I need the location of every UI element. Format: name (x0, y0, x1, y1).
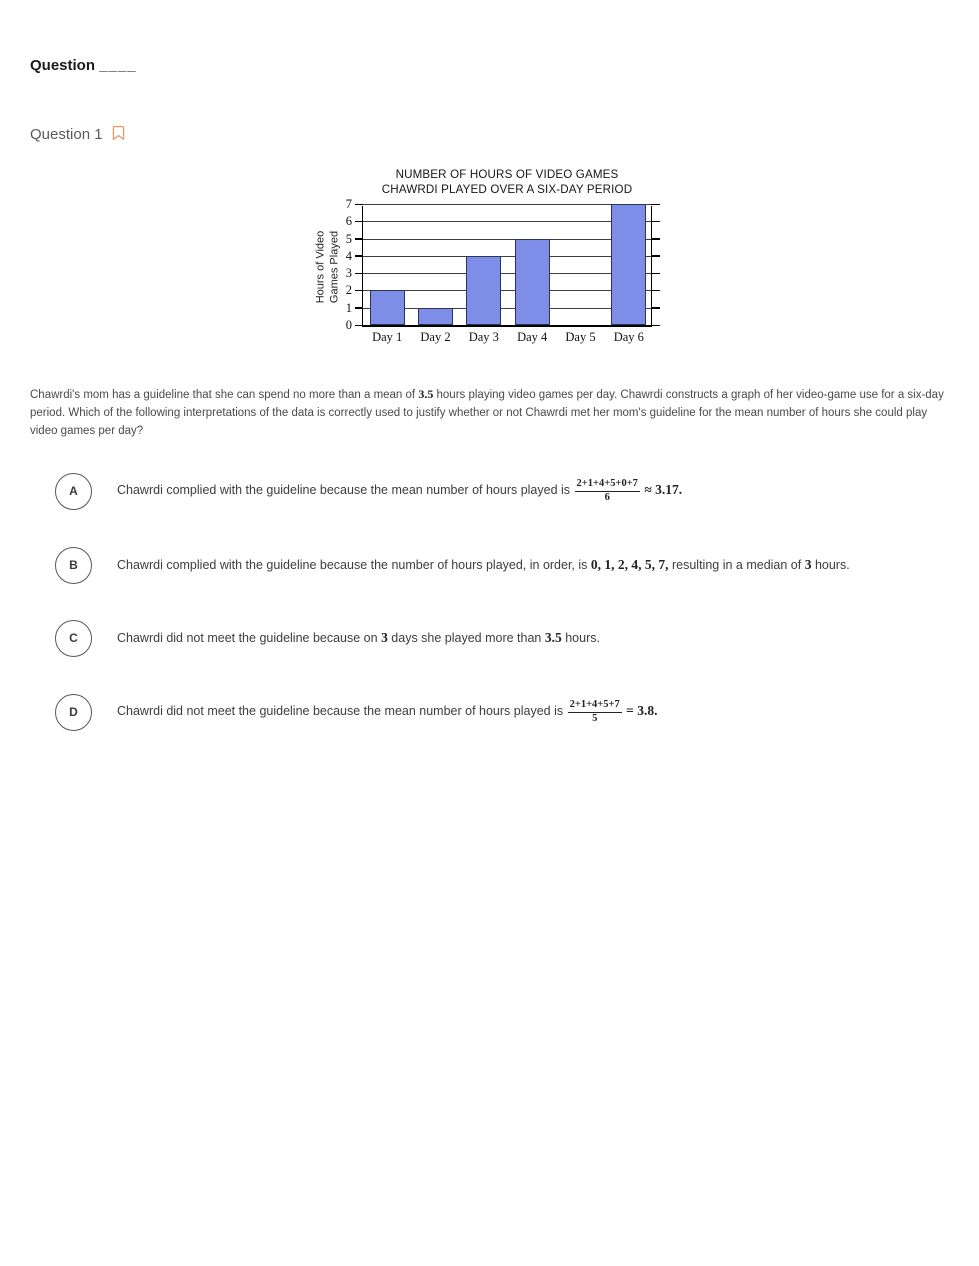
option-C[interactable] (55, 618, 949, 658)
y-axis-tick (355, 325, 363, 326)
plain-text: Chawrdi did not meet the guideline because the mean number of hours played is (117, 704, 567, 719)
plain-text: Chawrdi did not meet the guideline because on (117, 630, 382, 645)
y-tick-label: 7 (345, 197, 352, 211)
option-A[interactable] (55, 471, 949, 511)
gridline (363, 239, 651, 240)
question-label-row (30, 123, 125, 145)
gridline (363, 273, 651, 274)
option-letter-badge-B[interactable] (55, 547, 92, 584)
option-letter: C (69, 631, 78, 645)
math-text: ≈ 3.17. (640, 482, 683, 498)
x-tick-label: Day 4 (517, 330, 548, 344)
fraction-numerator: 2+1+4+5+0+7 (576, 478, 638, 490)
plain-text: resulting in a median of (668, 557, 805, 572)
fraction-denominator: 6 (575, 491, 640, 504)
chart-title-line: NUMBER OF HOURS OF VIDEO GAMES (395, 168, 619, 181)
option-B[interactable] (55, 545, 949, 585)
fraction-denominator: 5 (568, 712, 622, 725)
y-axis-tick (651, 221, 660, 222)
y-axis-tick (651, 290, 660, 291)
chart-plot (345, 197, 652, 344)
math-text: = 3.8. (622, 703, 658, 719)
y-tick-label: 3 (345, 266, 352, 281)
option-text (117, 478, 682, 504)
question-number-label: Question 1 (30, 125, 103, 143)
math-text: 3.5 (418, 387, 434, 401)
gridline (363, 221, 651, 222)
fraction-numerator: 2+1+4+5+7 (569, 699, 620, 711)
option-letter-badge-D[interactable] (55, 694, 92, 731)
option-letter: D (69, 705, 78, 719)
y-tick-label: 2 (345, 283, 352, 298)
y-axis-tick (651, 307, 660, 308)
option-letter-badge-A[interactable] (55, 473, 92, 510)
chart-title (354, 168, 660, 198)
plain-text: hours playing video games per day. Chawrdi constructs a graph of her video-game use for a six-day period. Which of the following interpretations of the data is correctly used to justify whether or not Chawrdi met her mom's guideline for the mean number of hours she could play video games per day? (30, 389, 944, 437)
math-text: 3 (381, 629, 388, 645)
page-title-text: Question (30, 57, 96, 74)
y-axis-tick (651, 238, 660, 239)
bar-day-2 (418, 308, 453, 325)
gridline (363, 290, 651, 291)
y-axis-tick (355, 255, 363, 256)
y-axis-tick (651, 255, 660, 256)
plain-text: hours. (811, 557, 850, 572)
math-text: 3.5 (544, 629, 562, 645)
y-axis-label-line: Hours of Video (314, 230, 326, 303)
x-tick-label: Day 1 (372, 330, 403, 344)
y-axis-tick (651, 273, 660, 274)
page-title (30, 57, 137, 74)
y-axis-label-line: Games Played (328, 230, 341, 303)
y-axis-tick (651, 325, 660, 326)
option-text (117, 699, 657, 725)
option-text (117, 629, 600, 648)
option-letter-badge-C[interactable] (55, 620, 92, 657)
x-tick-label: Day 6 (613, 330, 644, 344)
y-tick-label: 1 (345, 300, 352, 315)
y-axis-tick (355, 221, 363, 222)
bar-chart (308, 168, 686, 368)
option-D[interactable] (55, 692, 949, 732)
y-tick-label: 0 (345, 318, 352, 332)
y-tick-label: 5 (345, 231, 352, 246)
page-title-blank: ____ (99, 57, 137, 74)
y-axis-tick (355, 273, 363, 274)
y-axis-tick (355, 307, 363, 308)
y-tick-label: 4 (345, 248, 352, 263)
x-tick-label: Day 3 (468, 330, 499, 344)
math-text: 0, 1, 2, 4, 5, 7, (590, 556, 669, 572)
bookmark-icon[interactable] (112, 125, 125, 145)
plain-text: Chawrdi complied with the guideline because the mean number of hours played is (117, 483, 574, 498)
y-axis-tick (355, 290, 363, 291)
plain-text: days she played more than (387, 630, 545, 645)
bar-day-4 (515, 239, 550, 325)
math-text: 3 (804, 556, 812, 572)
fraction (568, 699, 622, 725)
y-axis-tick (651, 204, 660, 205)
option-letter: B (69, 558, 78, 572)
y-axis-tick (355, 238, 363, 239)
plain-text: hours. (561, 630, 600, 645)
x-tick-label: Day 5 (565, 330, 596, 344)
fraction (575, 478, 640, 504)
bar-day-6 (611, 204, 646, 325)
y-tick-label: 6 (345, 214, 352, 229)
option-letter: A (69, 484, 78, 498)
gridline (363, 256, 651, 257)
bar-day-1 (370, 290, 405, 325)
bar-day-3 (466, 256, 501, 325)
plain-text: Chawrdi complied with the guideline because the number of hours played, in order, is (117, 557, 591, 572)
x-tick-label: Day 2 (420, 330, 451, 344)
option-text (117, 556, 850, 575)
gridline (363, 308, 651, 309)
question-prompt (30, 385, 944, 440)
chart-title-line: CHAWRDI PLAYED OVER A SIX-DAY PERIOD (381, 182, 633, 196)
gridline (363, 204, 651, 205)
plain-text: Chawrdi's mom has a guideline that she can spend no more than a mean of (30, 389, 419, 401)
y-axis-tick (355, 204, 363, 205)
